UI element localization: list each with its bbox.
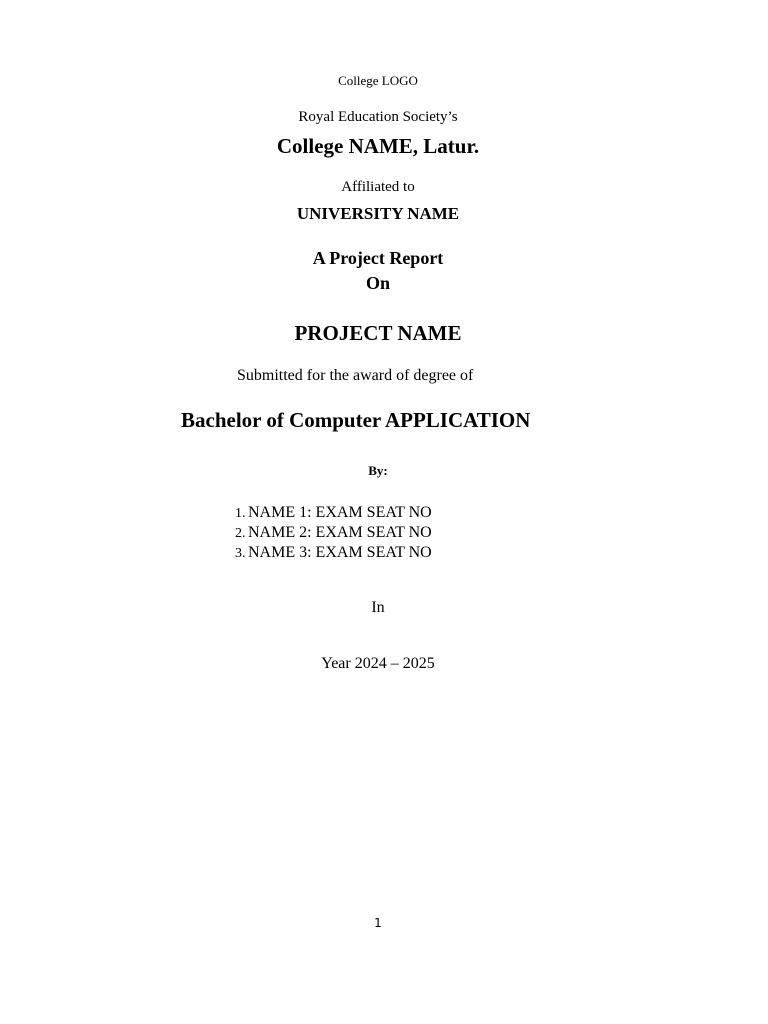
list-number: 1. (235, 506, 246, 521)
list-item (235, 543, 432, 563)
submitted-text: Submitted for the award of degree of (237, 367, 474, 384)
college-logo-placeholder: College LOGO (338, 73, 418, 88)
member-entry: NAME 2: EXAM SEAT NO (248, 524, 432, 541)
member-entry: NAME 1: EXAM SEAT NO (248, 504, 432, 521)
list-item (235, 503, 432, 523)
page-number: 1 (374, 916, 382, 930)
degree-name: Bachelor of Computer APPLICATION (181, 408, 531, 432)
university-name: UNIVERSITY NAME (296, 204, 460, 223)
member-entry: NAME 3: EXAM SEAT NO (248, 544, 432, 561)
report-heading: A Project Report (312, 248, 444, 268)
project-name: PROJECT NAME (294, 321, 462, 345)
academic-year: Year 2024 – 2025 (321, 655, 435, 672)
list-number: 2. (235, 526, 246, 541)
affiliated-label: Affiliated to (341, 179, 415, 195)
in-label: In (371, 599, 385, 616)
list-number: 3. (235, 546, 246, 561)
college-name: College NAME, Latur. (276, 134, 480, 158)
society-name: Royal Education Society’s (298, 109, 458, 125)
list-item (235, 523, 432, 543)
by-label: By: (368, 463, 388, 478)
report-on-label: On (365, 273, 390, 293)
member-list (235, 503, 432, 563)
